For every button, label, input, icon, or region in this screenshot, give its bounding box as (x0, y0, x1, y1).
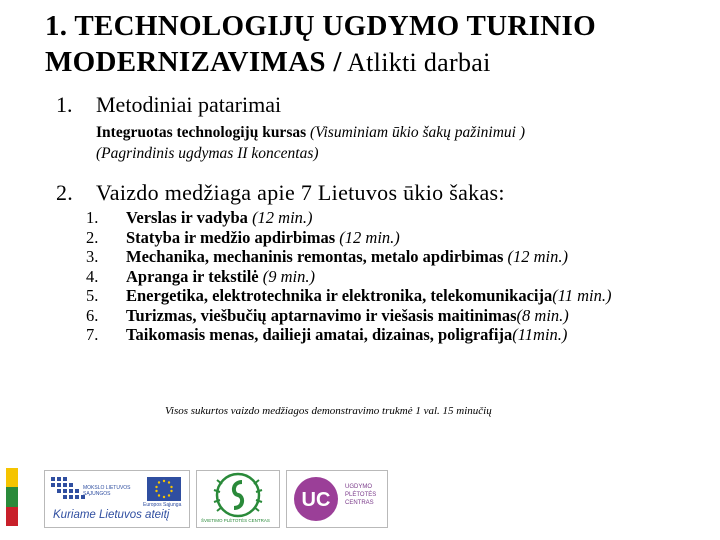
course-level: (Pagrindinis ugdymas II koncentas) (96, 145, 319, 162)
list-item-name: Apranga ir tekstilė (126, 266, 259, 286)
list-item-duration: (8 min.) (516, 305, 569, 325)
list-item (86, 286, 686, 306)
flag-yellow-stripe (6, 468, 18, 487)
list-item-duration: (12 min.) (335, 227, 400, 247)
list-item (86, 267, 686, 287)
list-item-duration: (9 min.) (258, 266, 315, 286)
course-purpose: (Visuminiam ūkio šakų pažinimui ) (306, 124, 525, 141)
title-line-1: 1. TECHNOLOGIJŲ UGDYMO TURINIO (45, 10, 596, 42)
video-list (86, 208, 686, 345)
section-1-number: 1. (56, 92, 73, 117)
list-item-name: Taikomasis menas, dailieji amatai, dizainas, poligrafija (126, 325, 513, 344)
list-item-number: 7. (86, 325, 99, 344)
ugdymo-logo-icon (291, 474, 341, 524)
center-logo-label: ŠVIETIMO PLĖTOTĖS CENTRAS (201, 518, 270, 523)
list-item (86, 306, 686, 326)
list-item-number: 1. (86, 208, 99, 227)
ugdymo-label: UGDYMO PLĖTOTĖS CENTRAS (345, 484, 377, 506)
list-item-name: Mechanika, mechaninis remontas, metalo apdirbimas (126, 247, 504, 266)
svg-text:UC: UC (301, 489, 331, 511)
list-item-number: 5. (86, 286, 99, 305)
eu-label: Europos Sąjunga (143, 502, 182, 508)
list-item-name: Statyba ir medžio apdirbimas (126, 227, 336, 247)
center-logo-box (196, 470, 280, 528)
list-item-number: 6. (86, 305, 99, 325)
list-item-duration: (11min.) (512, 325, 568, 344)
list-item (86, 325, 686, 345)
course-name: Integruotas technologijų kursas (96, 124, 307, 141)
section-1-title: Metodiniai patarimai (96, 92, 282, 117)
list-item-number: 4. (86, 266, 99, 286)
flag-green-stripe (6, 487, 18, 507)
list-item-name: Turizmas, viešbučių aptarnavimo ir viešasis maitinimas (126, 305, 517, 325)
duration-note: Visos sukurtos vaizdo medžiagos demonstravimo trukmė 1 val. 15 minučių (165, 405, 492, 417)
section-1-description (96, 122, 525, 164)
section-1-heading (56, 92, 281, 118)
ugdymo-logo-box (286, 470, 388, 528)
list-item (86, 228, 686, 248)
section-2-number: 2. (56, 180, 74, 205)
section-2-title: Vaizdo medžiaga apie 7 Lietuvos ūkio šakas: (96, 180, 505, 205)
page-title (45, 8, 596, 81)
flag-red-stripe (6, 507, 18, 526)
title-line-2-normal: Atlikti darbai (341, 48, 491, 77)
esf-small-text: MOKSLO LIETUVOS SĄJUNGOS (83, 485, 131, 497)
title-line-2 (45, 44, 596, 81)
title-line-2-bold: MODERNIZAVIMAS / (45, 46, 342, 78)
slogan-text: Kuriame Lietuvos ateitį (53, 509, 170, 521)
lithuanian-flag (6, 468, 18, 526)
list-item (86, 247, 686, 267)
center-logo-icon (208, 472, 268, 518)
list-item-name: Energetika, elektrotechnika ir elektronika, telekomunikacija (126, 286, 553, 305)
list-item-duration: (12 min.) (503, 247, 568, 266)
list-item-number: 3. (86, 247, 99, 266)
eu-flag-icon (147, 477, 181, 501)
list-item (86, 208, 686, 228)
esf-logo-box (44, 470, 190, 528)
list-item-number: 2. (86, 227, 99, 247)
list-item-duration: (11 min.) (552, 286, 612, 305)
list-item-duration: (12 min.) (247, 208, 313, 227)
section-2-heading (56, 180, 505, 206)
list-item-name: Verslas ir vadyba (126, 208, 248, 227)
